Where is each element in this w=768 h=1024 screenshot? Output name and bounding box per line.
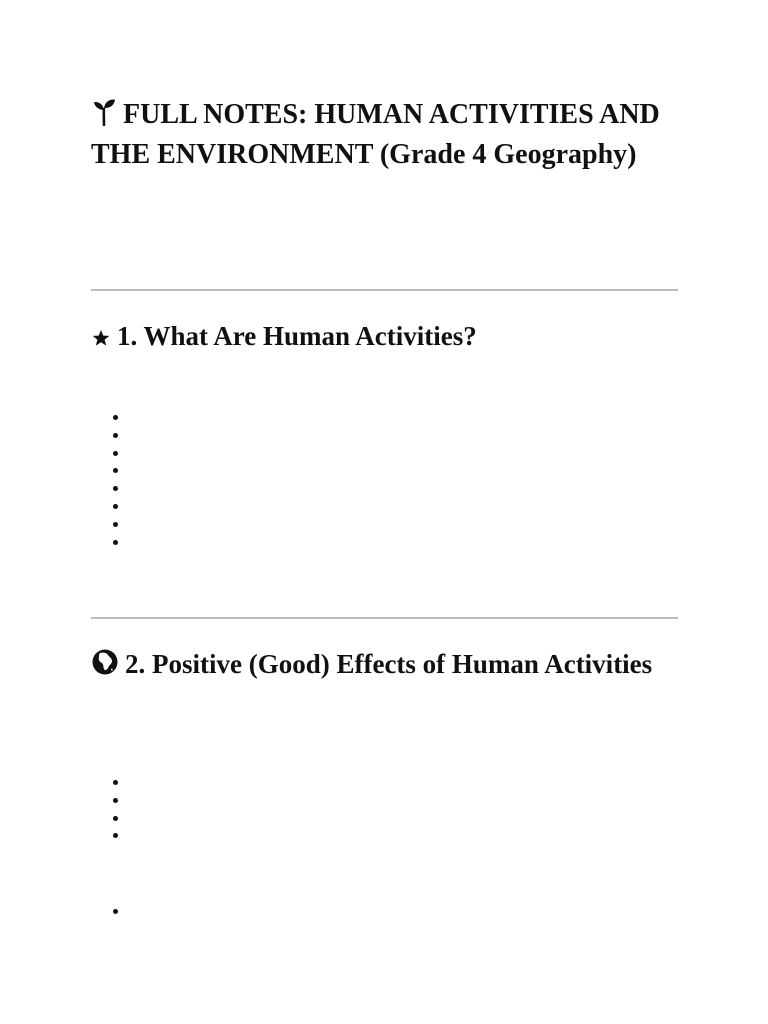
section-heading-2 [91,646,691,686]
divider [91,289,678,291]
section-heading-1 [91,318,691,358]
divider [91,617,678,619]
document-title-text: FULL NOTES: HUMAN ACTIVITIES AND THE ENVIRONMENT (Grade 4 Geography) [91,99,660,170]
seedling-icon [91,98,117,136]
section-heading-2-text: 2. Positive (Good) Effects of Human Activities [125,649,653,679]
section-heading-1-text: 1. What Are Human Activities? [117,321,477,351]
document-title [91,96,691,173]
globe-africa-icon [91,648,119,686]
star-icon [91,321,111,358]
